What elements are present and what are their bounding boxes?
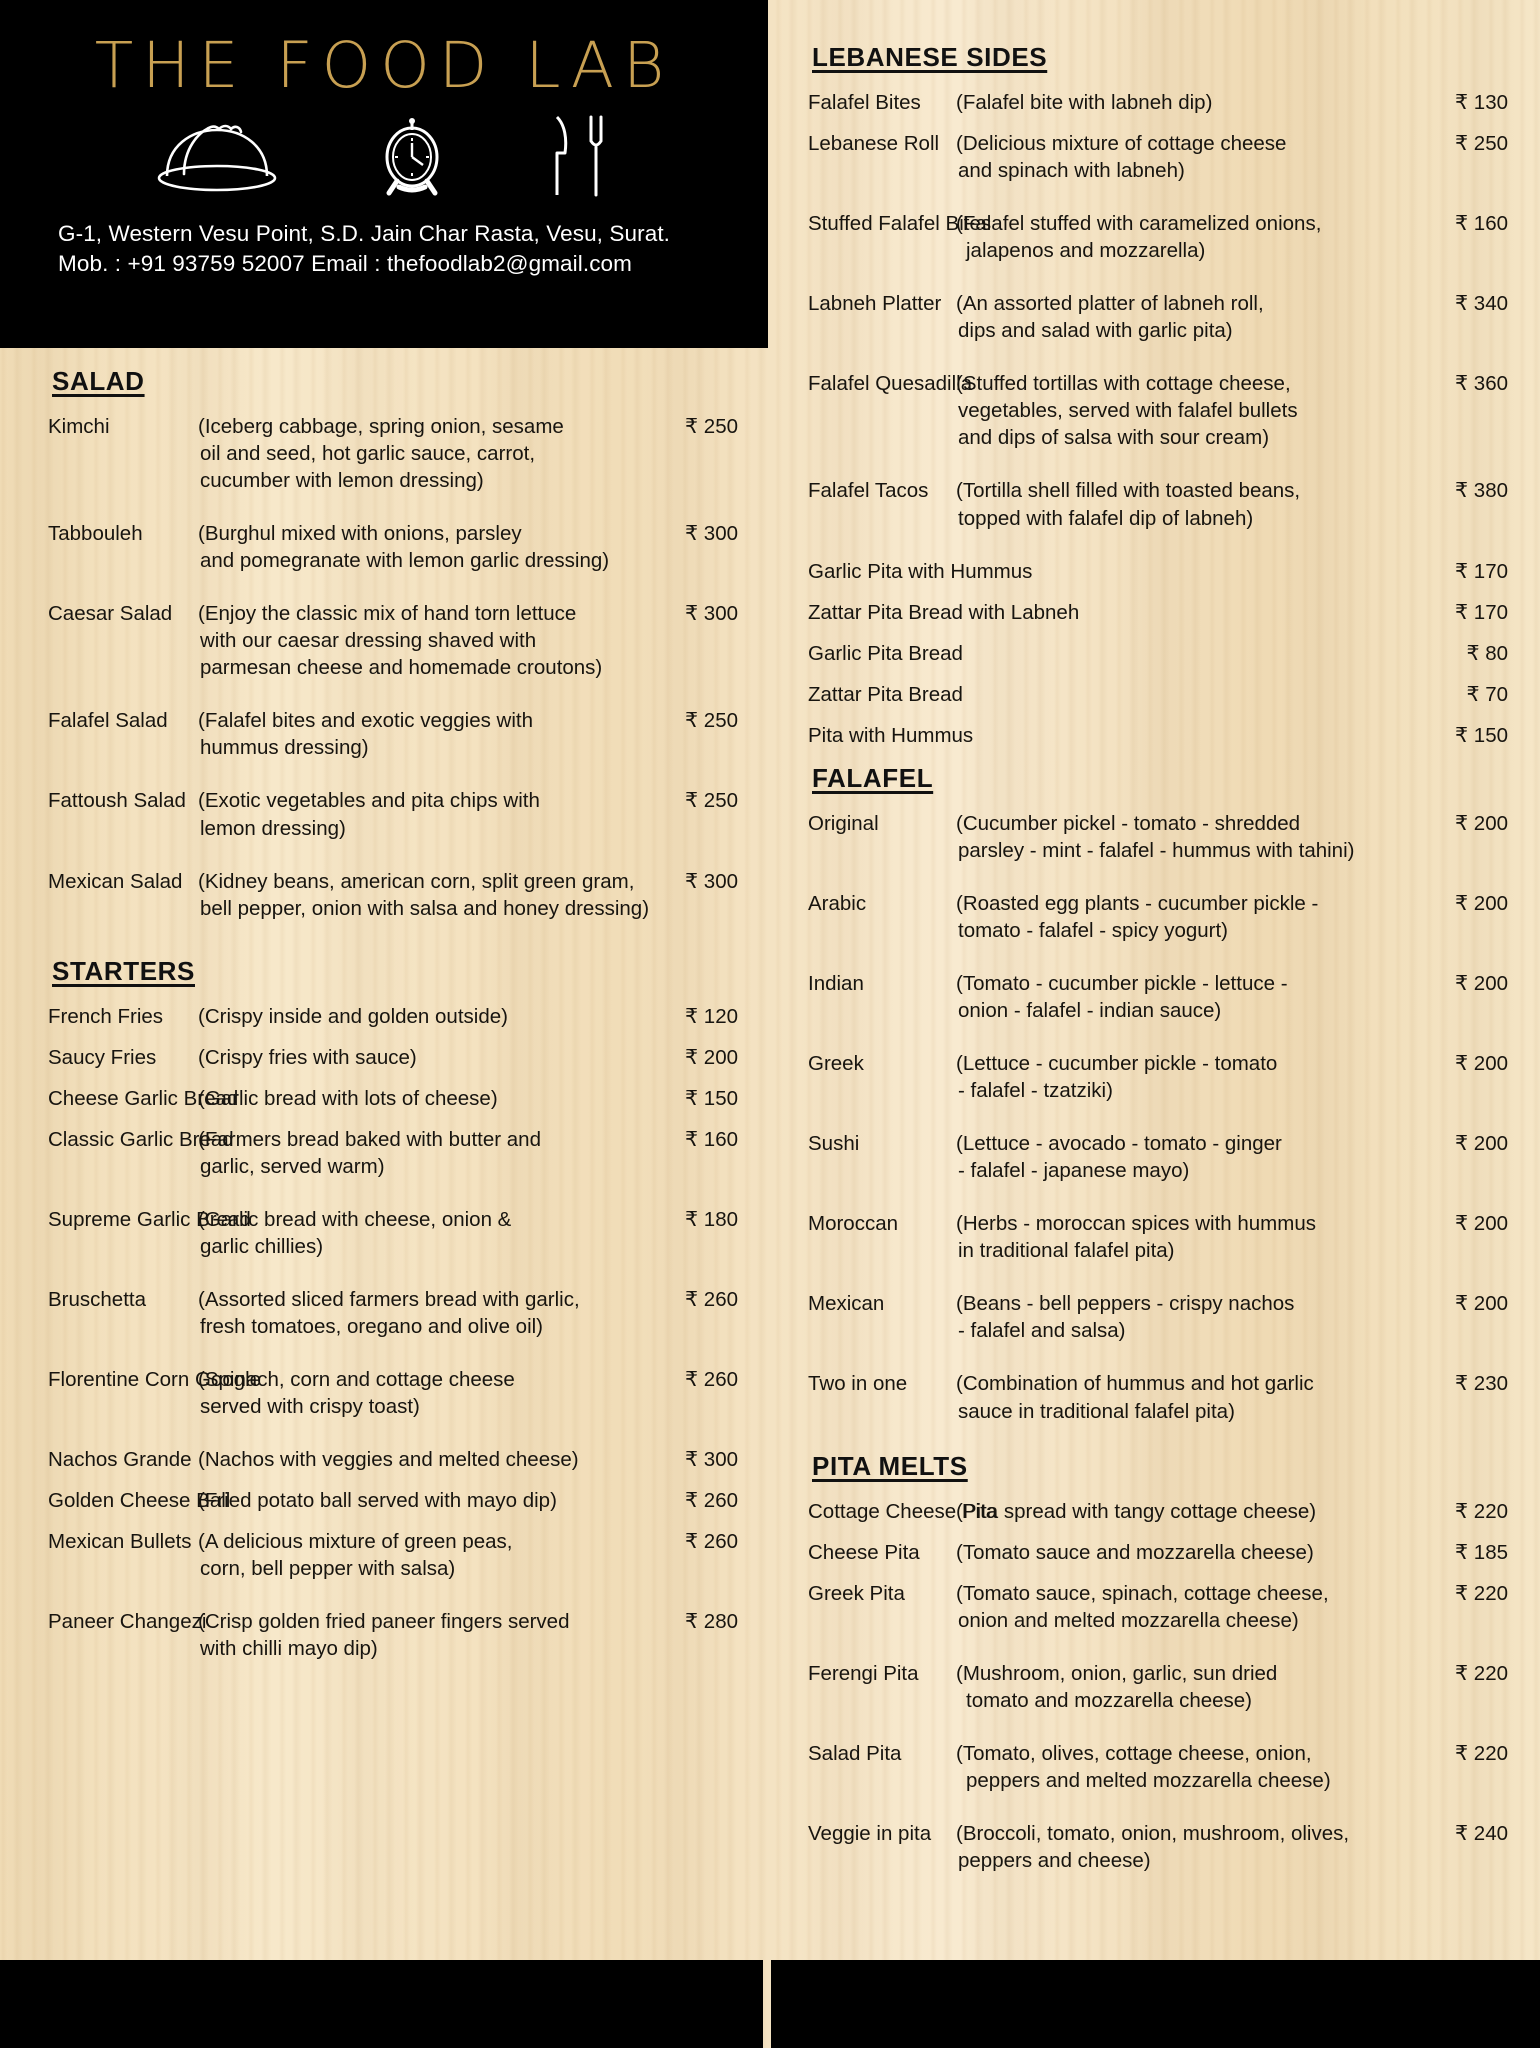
- rupee-symbol: ₹: [1455, 1371, 1469, 1396]
- rupee-symbol: ₹: [1455, 890, 1469, 915]
- menu-item-name: Cheese Pita: [808, 1540, 920, 1564]
- rupee-symbol: ₹: [1466, 640, 1480, 665]
- menu-item-price: ₹ 260: [685, 1488, 738, 1513]
- menu-item-price: ₹ 120: [685, 1003, 738, 1028]
- menu-item-description: (Garlic bread with cheese, onion & garlic chillies): [198, 1207, 512, 1258]
- menu-item-description: (Fried potato ball served with mayo dip): [198, 1489, 557, 1513]
- menu-item-row: [48, 1003, 738, 1030]
- menu-item-row: [808, 599, 1508, 626]
- rupee-symbol: ₹: [1455, 722, 1469, 747]
- menu-item-row: [808, 558, 1508, 585]
- menu-item-row: [48, 600, 738, 681]
- menu-item-price: ₹ 280: [685, 1609, 738, 1634]
- section-items-pita-melts: [808, 1498, 1508, 1874]
- menu-item-row: [808, 210, 1508, 264]
- menu-item-price: ₹ 160: [685, 1126, 738, 1151]
- menu-item-row: [808, 477, 1508, 531]
- menu-item-description: (Kidney beans, american corn, split green gram, bell pepper, onion with salsa and honey dressing): [198, 869, 650, 920]
- menu-item-price: ₹ 130: [1455, 90, 1508, 114]
- menu-item-description: (Lettuce - cucumber pickle - tomato - falafel - tzatziki): [956, 1052, 1278, 1103]
- menu-item-description: (Nachos with veggies and melted cheese): [198, 1448, 579, 1472]
- menu-item-price: ₹ 200: [1455, 970, 1508, 995]
- menu-item-price: ₹ 250: [685, 788, 738, 813]
- menu-item-price: ₹ 380: [1455, 478, 1508, 503]
- rupee-symbol: ₹: [685, 868, 699, 893]
- rupee-symbol: ₹: [1455, 291, 1469, 316]
- rupee-symbol: ₹: [685, 1488, 699, 1513]
- menu-item-price: ₹ 150: [685, 1085, 738, 1110]
- menu-item-description: (Tomato - cucumber pickle - lettuce - onion - falafel - indian sauce): [956, 971, 1288, 1023]
- menu-item-row: [808, 722, 1508, 749]
- menu-item-description: (Crispy inside and golden outside): [198, 1004, 508, 1028]
- menu-item-row: [48, 1608, 738, 1662]
- menu-item-price: ₹ 200: [1455, 1131, 1508, 1156]
- menu-item-description: (Beans - bell peppers - crispy nachos - falafel and salsa): [956, 1292, 1295, 1343]
- footer-bar-right: [771, 1960, 1540, 2048]
- menu-item-description: (Exotic vegetables and pita chips with lemon dressing): [198, 789, 540, 840]
- menu-item-description: (An assorted platter of labneh roll, dips and salad with garlic pita): [956, 292, 1264, 343]
- rupee-symbol: ₹: [1455, 1291, 1469, 1316]
- section-title-lebanese-sides: LEBANESE SIDES: [812, 42, 1048, 72]
- restaurant-logo-text: THE FOOD LAB: [94, 29, 674, 102]
- menu-item-price: ₹ 220: [1455, 1740, 1508, 1765]
- rupee-symbol: ₹: [1455, 1131, 1469, 1156]
- rupee-symbol: ₹: [1466, 681, 1480, 706]
- menu-item-name: Garlic Pita with Hummus: [808, 559, 1033, 583]
- rupee-symbol: ₹: [685, 1367, 699, 1392]
- menu-item-price: ₹ 240: [1455, 1820, 1508, 1845]
- menu-item-description: (Iceberg cabbage, spring onion, sesame oil and seed, hot garlic sauce, carrot, cucumber with lemon dressing): [198, 415, 564, 493]
- menu-item-price: ₹ 200: [1455, 1211, 1508, 1236]
- rupee-symbol: ₹: [685, 1609, 699, 1634]
- menu-item-name: Mexican: [808, 1292, 885, 1316]
- menu-item-description: (Lettuce - avocado - tomato - ginger - falafel - japanese mayo): [956, 1132, 1282, 1183]
- menu-item-price: ₹ 220: [1455, 1660, 1508, 1685]
- menu-item-name: Salad Pita: [808, 1741, 902, 1765]
- menu-item-row: [808, 890, 1508, 944]
- rupee-symbol: ₹: [685, 1447, 699, 1472]
- section-title-pita-melts: PITA MELTS: [812, 1450, 968, 1481]
- address-line-2: Mob. : +91 93759 52007 Email : thefoodlab2@gmail.com: [58, 251, 633, 277]
- rupee-symbol: ₹: [685, 1003, 699, 1028]
- menu-item-description: (Assorted sliced farmers bread with garlic, fresh tomatoes, oregano and olive oil): [198, 1287, 580, 1339]
- address-line-1: G-1, Western Vesu Point, S.D. Jain Char Rasta, Vesu, Surat.: [58, 221, 671, 246]
- menu-item-name: Zattar Pita Bread: [808, 682, 963, 706]
- menu-item-name: Two in one: [808, 1372, 908, 1396]
- menu-item-description: (Mushroom, onion, garlic, sun dried tomato and mozzarella cheese): [956, 1661, 1278, 1712]
- menu-item-row: [48, 520, 738, 574]
- menu-item-price: ₹ 170: [1455, 599, 1508, 624]
- menu-item-description: (Tortilla shell filled with toasted beans, topped with falafel dip of labneh): [956, 479, 1301, 530]
- menu-item-name: Mexican Bullets: [48, 1530, 192, 1554]
- rupee-symbol: ₹: [1455, 1580, 1469, 1605]
- menu-item-description: (Falafel bite with labneh dip): [956, 91, 1213, 114]
- rupee-symbol: ₹: [685, 788, 699, 813]
- menu-item-price: ₹ 340: [1455, 291, 1508, 316]
- menu-item-name: Arabic: [808, 891, 867, 915]
- rupee-symbol: ₹: [1455, 90, 1469, 114]
- menu-item-name: Florentine Corn Google: [48, 1368, 262, 1392]
- menu-item-price: ₹ 220: [1455, 1580, 1508, 1605]
- rupee-symbol: ₹: [685, 1529, 699, 1554]
- rupee-symbol: ₹: [1455, 558, 1469, 583]
- section-items-falafel: [808, 810, 1508, 1425]
- menu-item-description: (Crisp golden fried paneer fingers served with chilli mayo dip): [198, 1610, 570, 1661]
- menu-item-price: ₹ 260: [685, 1529, 738, 1554]
- menu-item-name: Mexican Salad: [48, 869, 183, 893]
- menu-item-price: ₹ 300: [685, 1447, 738, 1472]
- menu-item-price: ₹ 260: [685, 1367, 738, 1392]
- menu-item-name: Golden Cheese Ball: [48, 1489, 231, 1513]
- menu-item-name: Supreme Garlic Bread: [48, 1207, 251, 1231]
- menu-item-row: [48, 1366, 738, 1420]
- menu-item-name: Indian: [808, 971, 864, 995]
- menu-item-row: [808, 970, 1508, 1024]
- section-title-salad: SALAD: [52, 366, 145, 396]
- menu-item-price: ₹ 200: [1455, 1051, 1508, 1076]
- menu-column-right: [808, 0, 1508, 1900]
- rupee-symbol: ₹: [1455, 1498, 1469, 1523]
- menu-item-row: [48, 1044, 738, 1071]
- rupee-symbol: ₹: [1455, 478, 1469, 503]
- rupee-symbol: ₹: [685, 601, 699, 626]
- rupee-symbol: ₹: [685, 1085, 699, 1110]
- menu-item-price: ₹ 260: [685, 1286, 738, 1311]
- menu-item-price: ₹ 360: [1455, 371, 1508, 396]
- menu-item-name: Original: [808, 811, 879, 835]
- menu-item-name: Tabbouleh: [48, 522, 143, 546]
- rupee-symbol: ₹: [685, 1206, 699, 1231]
- menu-item-row: [808, 1370, 1508, 1424]
- menu-item-row: [808, 1580, 1508, 1634]
- menu-item-name: Falafel Tacos: [808, 479, 929, 503]
- menu-item-name: Saucy Fries: [48, 1045, 157, 1069]
- menu-item-name: Zattar Pita Bread with Labneh: [808, 600, 1080, 624]
- menu-item-name: Cheese Garlic Bread: [48, 1086, 239, 1110]
- menu-item-row: [48, 787, 738, 841]
- menu-item-description: (Broccoli, tomato, onion, mushroom, olives, peppers and cheese): [956, 1821, 1350, 1872]
- menu-item-description: (Farmers bread baked with butter and garlic, served warm): [198, 1127, 541, 1178]
- menu-item-name: Greek Pita: [808, 1581, 905, 1605]
- rupee-symbol: ₹: [685, 1044, 699, 1069]
- menu-item-name: French Fries: [48, 1004, 164, 1028]
- menu-item-price: ₹ 300: [685, 521, 738, 546]
- menu-item-row: [48, 413, 738, 494]
- menu-item-price: ₹ 220: [1455, 1498, 1508, 1523]
- rupee-symbol: ₹: [685, 1286, 699, 1311]
- menu-item-price: ₹ 185: [1455, 1539, 1508, 1564]
- rupee-symbol: ₹: [1455, 371, 1469, 396]
- menu-item-price: ₹ 170: [1455, 558, 1508, 583]
- menu-item-row: [808, 640, 1508, 667]
- menu-item-row: [808, 681, 1508, 708]
- menu-item-price: ₹ 80: [1466, 640, 1508, 665]
- menu-item-row: [808, 810, 1508, 864]
- menu-item-row: [48, 1487, 738, 1514]
- menu-item-name: Moroccan: [808, 1212, 899, 1236]
- rupee-symbol: ₹: [685, 1126, 699, 1151]
- menu-item-description: (Stuffed tortillas with cottage cheese, vegetables, served with falafel bullets and dips of salsa with sour cream): [956, 372, 1298, 450]
- menu-item-name: Pita with Hummus: [808, 723, 974, 747]
- section-title-falafel: FALAFEL: [812, 762, 934, 793]
- rupee-symbol: ₹: [1455, 131, 1469, 156]
- menu-item-name: Sushi: [808, 1132, 860, 1156]
- menu-item-row: [808, 1740, 1508, 1794]
- menu-item-row: [808, 89, 1508, 116]
- menu-item-name: Falafel Salad: [48, 709, 168, 733]
- menu-item-price: ₹ 150: [1455, 722, 1508, 747]
- menu-item-name: Bruschetta: [48, 1287, 146, 1311]
- menu-item-description: (Combination of hummus and hot garlic sauce in traditional falafel pita): [956, 1372, 1314, 1423]
- section-items-starters: [48, 1003, 738, 1663]
- section-title-starters: STARTERS: [52, 955, 195, 986]
- menu-item-price: ₹ 200: [685, 1044, 738, 1069]
- menu-item-row: [808, 1210, 1508, 1264]
- menu-item-description: (Spinach, corn and cottage cheese served with crispy toast): [198, 1368, 515, 1419]
- rupee-symbol: ₹: [1455, 211, 1469, 236]
- menu-item-price: ₹ 200: [1455, 1291, 1508, 1316]
- menu-item-name: Nachos Grande: [48, 1448, 192, 1472]
- menu-item-name: Falafel Bites: [808, 91, 921, 114]
- rupee-symbol: ₹: [1455, 1211, 1469, 1236]
- menu-item-description: (Pita spread with tangy cottage cheese): [956, 1499, 1317, 1523]
- menu-item-price: ₹ 230: [1455, 1371, 1508, 1396]
- menu-item-row: [808, 130, 1508, 184]
- menu-item-row: [48, 1446, 738, 1473]
- menu-item-row: [808, 1290, 1508, 1344]
- menu-item-name: Paneer Changezi: [48, 1610, 207, 1634]
- menu-item-price: ₹ 250: [1455, 131, 1508, 156]
- section-items-lebanese-sides: [808, 89, 1508, 749]
- rupee-symbol: ₹: [1455, 810, 1469, 835]
- menu-item-name: Labneh Platter: [808, 292, 942, 316]
- menu-item-row: [808, 1539, 1508, 1566]
- menu-item-name: Greek: [808, 1052, 864, 1076]
- menu-item-row: [48, 1286, 738, 1340]
- menu-item-name: Classic Garlic Bread: [48, 1127, 234, 1151]
- menu-item-description: (Herbs - moroccan spices with hummus in traditional falafel pita): [956, 1212, 1316, 1263]
- menu-item-row: [48, 1528, 738, 1582]
- menu-item-description: (Enjoy the classic mix of hand torn lettuce with our caesar dressing shaved with parmesan cheese and homemade croutons): [198, 602, 603, 680]
- menu-item-row: [808, 1660, 1508, 1714]
- menu-item-description: (Falafel stuffed with caramelized onions, jalapenos and mozzarella): [956, 212, 1322, 263]
- rupee-symbol: ₹: [1455, 599, 1469, 624]
- menu-item-name: Kimchi: [48, 415, 110, 438]
- menu-item-row: [48, 707, 738, 761]
- section-items-salad: [48, 413, 738, 922]
- menu-item-price: ₹ 300: [685, 868, 738, 893]
- rupee-symbol: ₹: [685, 414, 699, 438]
- menu-item-name: Fattoush Salad: [48, 789, 186, 813]
- menu-item-description: (Delicious mixture of cottage cheese and spinach with labneh): [956, 132, 1287, 183]
- rupee-symbol: ₹: [685, 708, 699, 733]
- menu-item-row: [808, 1498, 1508, 1525]
- menu-item-row: [808, 370, 1508, 451]
- menu-item-description: (Roasted egg plants - cucumber pickle - tomato - falafel - spicy yogurt): [956, 891, 1319, 942]
- menu-item-row: [808, 1050, 1508, 1104]
- rupee-symbol: ₹: [1455, 970, 1469, 995]
- menu-item-description: (Garlic bread with lots of cheese): [198, 1086, 498, 1110]
- menu-column-left: [48, 0, 738, 1688]
- menu-item-description: (Tomato sauce, spinach, cottage cheese, onion and melted mozzarella cheese): [956, 1581, 1329, 1632]
- menu-item-description: (A delicious mixture of green peas, corn, bell pepper with salsa): [198, 1530, 513, 1581]
- menu-item-price: ₹ 160: [1455, 211, 1508, 236]
- menu-item-name: Veggie in pita: [808, 1821, 932, 1845]
- menu-item-description: (Burghul mixed with onions, parsley and pomegranate with lemon garlic dressing): [198, 522, 610, 573]
- menu-item-name: Falafel Quesadilla: [808, 372, 973, 396]
- menu-item-name: Cottage Cheese Pita: [808, 1499, 998, 1523]
- menu-item-row: [808, 290, 1508, 344]
- menu-item-row: [48, 1206, 738, 1260]
- menu-item-price: ₹ 250: [685, 414, 738, 438]
- menu-item-price: ₹ 300: [685, 601, 738, 626]
- menu-item-row: [808, 1820, 1508, 1874]
- menu-item-description: (Tomato, olives, cottage cheese, onion, peppers and melted mozzarella cheese): [956, 1741, 1331, 1792]
- menu-item-name: Garlic Pita Bread: [808, 641, 963, 665]
- rupee-symbol: ₹: [1455, 1740, 1469, 1765]
- menu-item-description: (Crispy fries with sauce): [198, 1045, 417, 1069]
- menu-item-name: Ferengi Pita: [808, 1661, 919, 1685]
- menu-item-price: ₹ 180: [685, 1206, 738, 1231]
- menu-item-description: (Falafel bites and exotic veggies with hummus dressing): [198, 709, 534, 760]
- menu-item-name: Stuffed Falafel Bites: [808, 212, 992, 236]
- rupee-symbol: ₹: [685, 521, 699, 546]
- menu-item-description: (Cucumber pickel - tomato - shredded parsley - mint - falafel - hummus with tahini): [956, 811, 1355, 862]
- menu-item-price: ₹ 200: [1455, 890, 1508, 915]
- menu-item-price: ₹ 200: [1455, 810, 1508, 835]
- rupee-symbol: ₹: [1455, 1539, 1469, 1564]
- menu-item-name: Lebanese Roll: [808, 132, 940, 156]
- rupee-symbol: ₹: [1455, 1051, 1469, 1076]
- menu-item-name: Caesar Salad: [48, 602, 173, 626]
- menu-item-description: (Tomato sauce and mozzarella cheese): [956, 1540, 1314, 1564]
- menu-item-row: [48, 1085, 738, 1112]
- menu-item-price: ₹ 250: [685, 708, 738, 733]
- rupee-symbol: ₹: [1455, 1820, 1469, 1845]
- menu-item-row: [48, 868, 738, 922]
- footer-bar-left: [0, 1960, 763, 2048]
- rupee-symbol: ₹: [1455, 1660, 1469, 1685]
- menu-item-price: ₹ 70: [1466, 681, 1508, 706]
- menu-item-row: [48, 1126, 738, 1180]
- menu-item-row: [808, 1130, 1508, 1184]
